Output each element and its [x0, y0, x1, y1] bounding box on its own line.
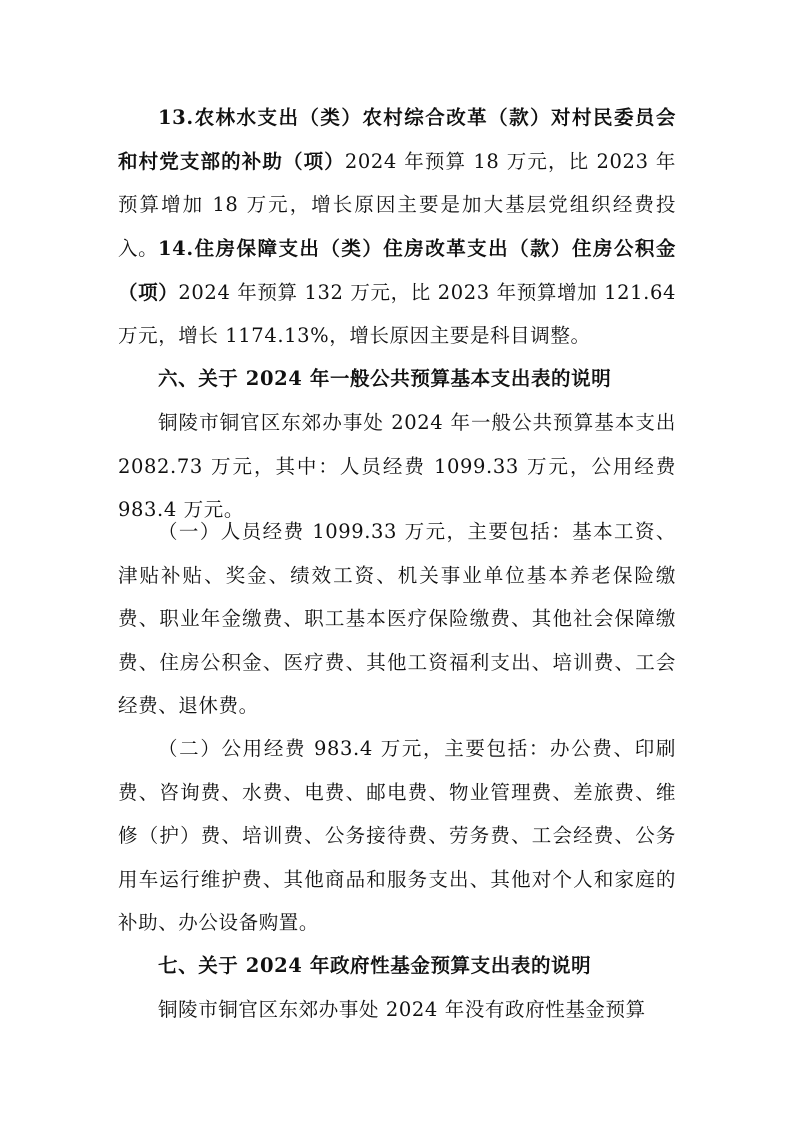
item-13-body: 2024 年预算 18 万元，比 2023 年预算增加 18 万元，增长原因主要是加大基层党组织经费投入。: [118, 149, 676, 260]
section-6-title: 六、关于 2024 年一般公共预算基本支出表的说明: [158, 367, 612, 390]
section-6-item-public: （二）公用经费 983.4 万元，主要包括：办公费、印刷费、咨询费、水费、电费、邮电费、物业管理费、差旅费、维修（护）费、培训费、公务接待费、劳务费、工会经费、公务用车运行维护费、其他商品和服务支出、其他对个人和家庭的补助、办公设备购置。: [118, 737, 676, 934]
item-14-heading: 14.住房保障支出（类）住房改革支出（款）住房公积金（项）: [118, 237, 676, 304]
item-14-body: 2024 年预算 132 万元，比 2023 年预算增加 121.64 万元，增长 1174.13%，增长原因主要是科目调整。: [118, 280, 676, 347]
section-6-item-personnel: （一）人员经费 1099.33 万元，主要包括：基本工资、津贴补贴、奖金、绩效工资、机关事业单位基本养老保险缴费、职业年金缴费、职工基本医疗保险缴费、其他社会保障缴费、住房公积金、医疗费、其他工资福利支出、培训费、工会经费、退休费。: [118, 520, 676, 717]
section-7-title: 七、关于 2024 年政府性基金预算支出表的说明: [158, 954, 592, 977]
item-13-heading: 13.农林水支出（类）农村综合改革（款）对村民委员会和村党支部的补助（项）: [118, 106, 676, 173]
paragraph-item-14: [118, 227, 676, 358]
section-6-intro: 铜陵市铜官区东郊办事处 2024 年一般公共预算基本支出 2082.73 万元，其中：人员经费 1099.33 万元，公用经费 983.4 万元。: [118, 411, 676, 521]
section-7-intro: 铜陵市铜官区东郊办事处 2024 年没有政府性基金预算: [158, 998, 646, 1021]
